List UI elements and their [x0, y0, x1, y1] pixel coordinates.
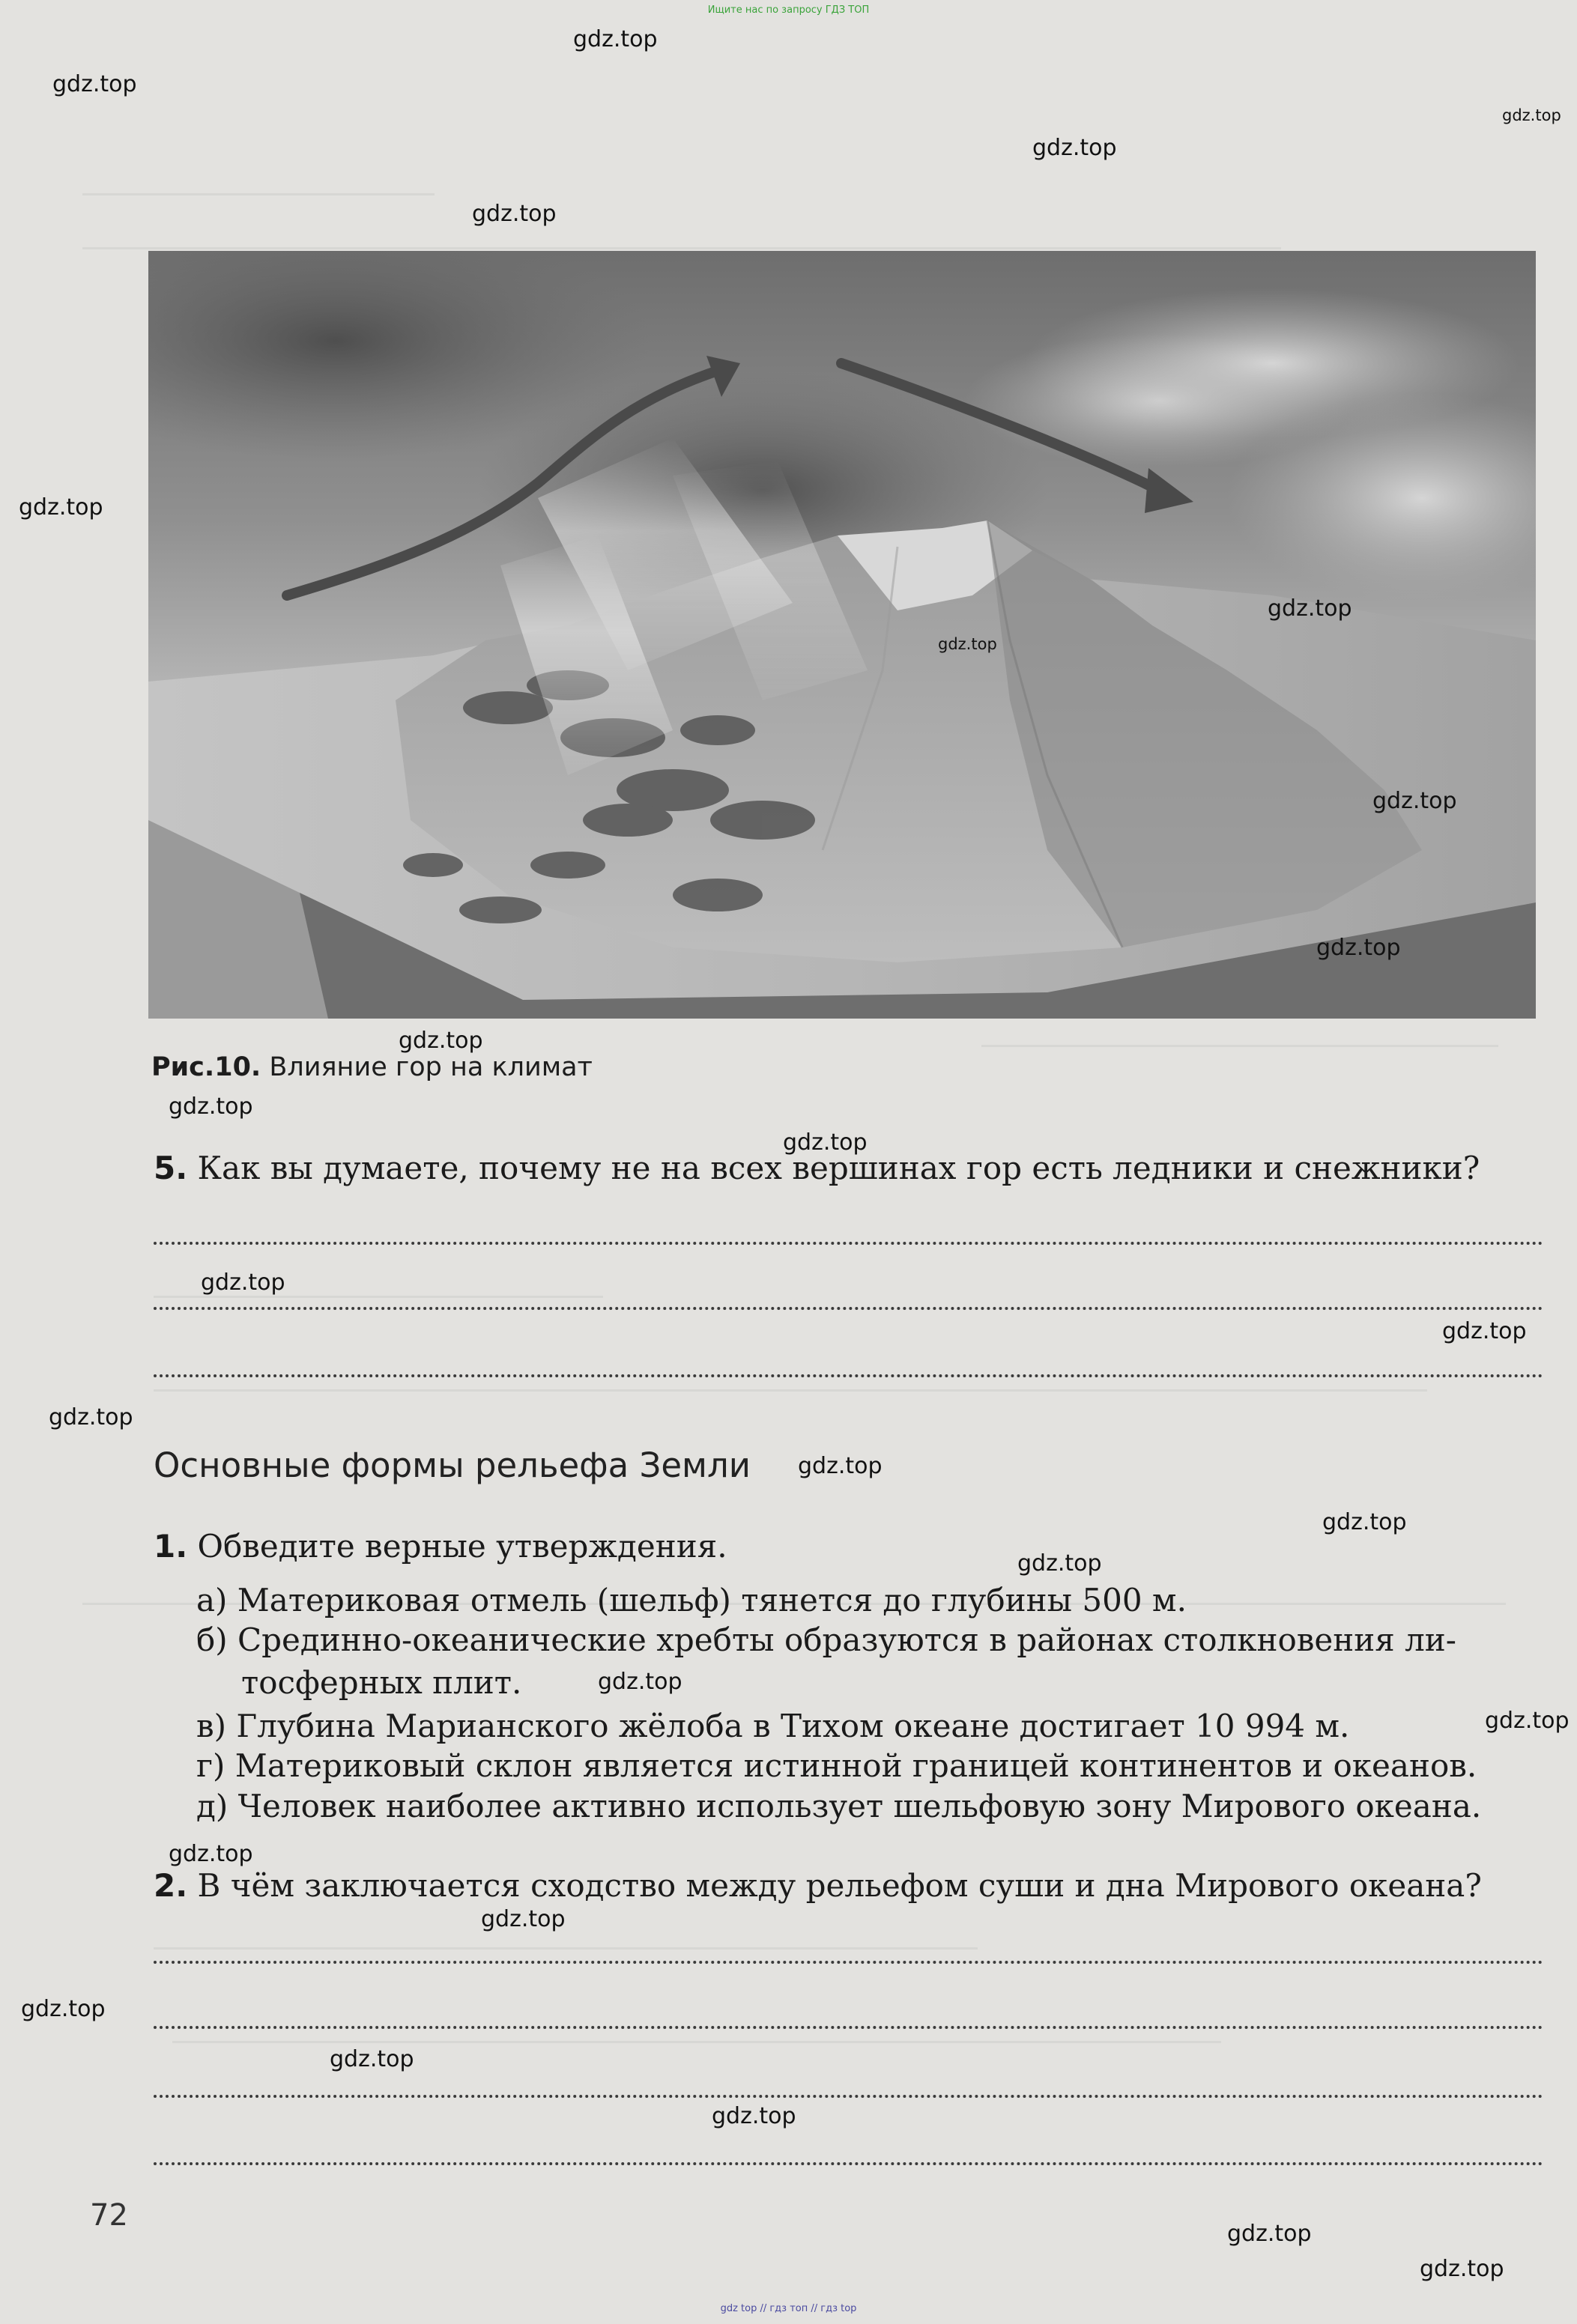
- watermark[interactable]: gdz.top: [399, 1028, 483, 1054]
- page-number: 72: [90, 2198, 128, 2233]
- bleed-through: [154, 1296, 603, 1298]
- watermark[interactable]: gdz.top: [201, 1269, 285, 1296]
- watermark[interactable]: gdz.top: [330, 2046, 414, 2072]
- watermark[interactable]: gdz.top: [938, 635, 997, 653]
- answer-line[interactable]: [154, 1307, 1543, 1310]
- watermark[interactable]: gdz.top: [21, 1996, 106, 2022]
- task-2-number: 2.: [154, 1867, 188, 1904]
- watermark[interactable]: gdz.top: [1316, 935, 1401, 961]
- task-1-number: 1.: [154, 1528, 188, 1565]
- task-2: [154, 1867, 1482, 1904]
- figure-caption-text: Влияние гор на климат: [269, 1052, 593, 1082]
- answer-line[interactable]: [154, 2026, 1543, 2029]
- task-1-text: Обведите верные утверждения.: [197, 1528, 727, 1565]
- bleed-through: [981, 1045, 1498, 1047]
- answer-line[interactable]: [154, 1242, 1543, 1245]
- watermark[interactable]: gdz.top: [1322, 1509, 1407, 1535]
- watermark[interactable]: gdz.top: [19, 494, 103, 521]
- task-2-text: В чём заключается сходство между рельефом суши и дна Мирового океана?: [197, 1867, 1482, 1904]
- watermark[interactable]: gdz.top: [1227, 2221, 1312, 2247]
- answer-line[interactable]: [154, 1961, 1543, 1964]
- watermark[interactable]: gdz.top: [49, 1404, 133, 1430]
- section-title: Основные формы рельефа Земли: [154, 1445, 751, 1485]
- bleed-through: [82, 247, 1281, 249]
- bottom-banner[interactable]: gdz top // гдз топ // гдз top: [720, 2303, 857, 2314]
- watermark[interactable]: gdz.top: [598, 1669, 682, 1695]
- watermark[interactable]: gdz.top: [169, 1093, 253, 1120]
- bleed-through: [82, 193, 435, 195]
- top-banner[interactable]: Ищите нас по запросу ГДЗ ТОП: [707, 4, 870, 16]
- watermark[interactable]: gdz.top: [573, 26, 658, 52]
- watermark[interactable]: gdz.top: [1442, 1318, 1527, 1344]
- statement-d[interactable]: д) Человек наиболее активно использует шельфовую зону Мирового океана.: [196, 1788, 1482, 1824]
- statement-b-continued[interactable]: тосферных плит.: [241, 1664, 522, 1701]
- figure-caption-number: Рис.10.: [151, 1052, 261, 1082]
- answer-line[interactable]: [154, 1374, 1543, 1377]
- watermark[interactable]: gdz.top: [1017, 1550, 1102, 1577]
- figure-mountain-climate: [148, 251, 1536, 1019]
- watermark[interactable]: gdz.top: [1420, 2256, 1504, 2282]
- watermark[interactable]: gdz.top: [1485, 1708, 1570, 1734]
- bleed-through: [154, 1947, 978, 1950]
- watermark[interactable]: gdz.top: [1268, 595, 1352, 622]
- statement-b[interactable]: б) Срединно-океанические хребты образуются в районах столкновения ли-: [196, 1621, 1456, 1658]
- watermark[interactable]: gdz.top: [1502, 106, 1561, 124]
- answer-line[interactable]: [154, 2162, 1543, 2165]
- watermark[interactable]: gdz.top: [52, 71, 137, 97]
- statement-a[interactable]: а) Материковая отмель (шельф) тянется до глубины 500 м.: [196, 1582, 1187, 1618]
- watermark[interactable]: gdz.top: [472, 201, 557, 227]
- watermark[interactable]: gdz.top: [1372, 788, 1457, 814]
- bleed-through: [172, 2041, 1221, 2043]
- figure-caption: [151, 1052, 593, 1082]
- watermark[interactable]: gdz.top: [1032, 135, 1117, 161]
- watermark[interactable]: gdz.top: [798, 1453, 883, 1479]
- task-1: [154, 1528, 727, 1565]
- statement-g[interactable]: г) Материковый склон является истинной границей континентов и океанов.: [196, 1747, 1477, 1784]
- bleed-through: [154, 1389, 1427, 1392]
- question-5-text: Как вы думаете, почему не на всех вершинах гор есть ледники и снежники?: [197, 1150, 1480, 1186]
- watermark[interactable]: gdz.top: [481, 1906, 566, 1932]
- statement-v[interactable]: в) Глубина Марианского жёлоба в Тихом океане достигает 10 994 м.: [196, 1708, 1350, 1744]
- watermark[interactable]: gdz.top: [712, 2103, 796, 2129]
- answer-line[interactable]: [154, 2095, 1543, 2098]
- watermark[interactable]: gdz.top: [783, 1129, 868, 1156]
- question-5-number: 5.: [154, 1150, 188, 1186]
- watermark[interactable]: gdz.top: [169, 1841, 253, 1867]
- mountain-illustration: [148, 251, 1536, 1019]
